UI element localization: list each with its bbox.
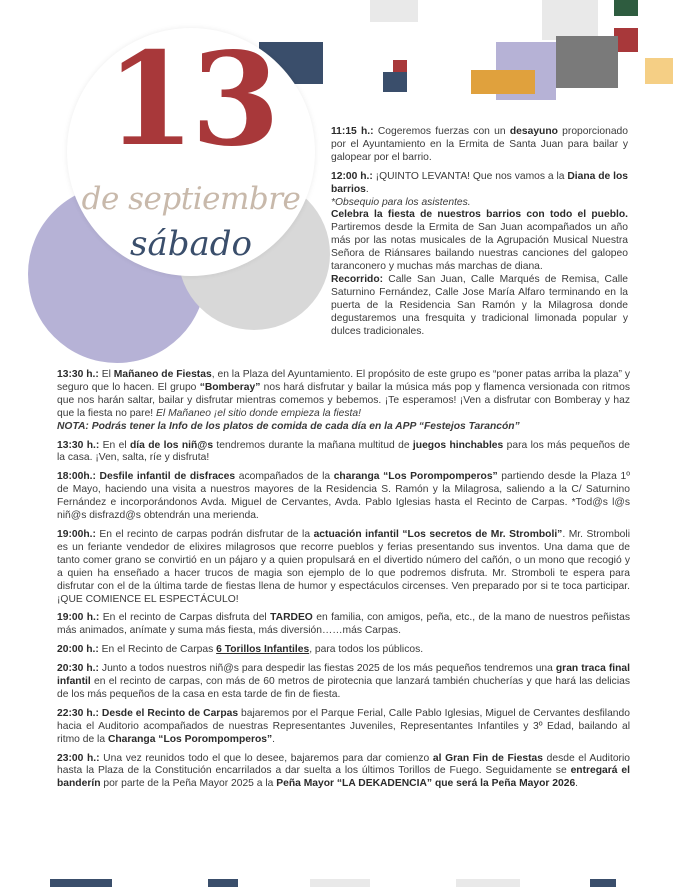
deco-square-yellow (645, 58, 673, 84)
deco-bar-light-grey (456, 879, 520, 887)
day-number: 13 (105, 25, 277, 175)
deco-square-green (614, 0, 638, 16)
event-1200: 12:00 h.: ¡QUINTO LEVANTA! Que nos vamos a la Diana de los barrios. *Obsequio para los asistentes. (331, 170, 628, 208)
event-1900-stromboli: 19:00h.: En el recinto de carpas podrán disfrutar de la actuación infantil “Los secretos de Mr. Stromboli”. Mr. Stromboli es un feriante vendedor de elixires milagrosos que recorre pueblos y ferias presentando sus inventos. Una dama que de tanto comer grano se convirtió en un pájaro y a quien propulsará en el divertido número del cañón, o un mono que recogió y a quien ha enseñado a hacer trucos de magia son ejemplo de lo que podremos disfruta. Mr. Stromboli te espera para disfrutar con el de la última tarde de fiestas llena de humor y espectáculos circenses. Ven preparado por si te toca participar. ¡QUE COMIENCE EL ESPECTÁCULO! (57, 528, 630, 605)
event-time: 13:30 h.: (57, 439, 100, 451)
deco-bar-navy (590, 879, 616, 887)
event-time: 12:00 h.: (331, 170, 373, 182)
deco-bar-light-grey (310, 879, 370, 887)
event-2000-torillos: 20:00 h.: En el Recinto de Carpas 6 Torillos Infantiles, para todos los públicos. (57, 644, 424, 656)
event-1115: 11:15 h.: Cogeremos fuerzas con un desayuno proporcionado por el Ayuntamiento en la Ermita de Santa Juan para bailar y galopear por el barrio. (331, 126, 628, 163)
event-time: 22:30 h.: (57, 707, 99, 719)
month-label: de septiembre (81, 181, 301, 217)
app-note: NOTA: Podrás tener la Info de los platos de comida de cada día en la APP “Festejos Tarancón” (57, 420, 520, 432)
deco-square-navy (383, 72, 407, 92)
event-1200-description: Celebra la fiesta de nuestros barrios con todo el pueblo. Partiremos desde la Ermita de San Juan acompañados un año más por las notas musicales de la Agrupación Musical Nuestra Señora de Riánsares bailando nuestras canciones del galopeo taranconero y muchas más marchas de diana. (331, 209, 628, 273)
event-2300-finale: 23:00 h.: Una vez reunidos todo el que lo desee, bajaremos para dar comienzo al Gran Fin de Fiestas desde el Auditorio hasta la Plaza de la Constitución encarrilados a dar suelta a los últimos Torillos de Fuego. Seguidamente se entregará el banderín por parte de la Peña Mayor 2025 a la Peña Mayor “LA DEKADENCIA” que será la Peña Mayor 2026. (57, 752, 631, 790)
event-time: 23:00 h.: (57, 752, 100, 764)
date-badge (67, 25, 315, 276)
afternoon-events (57, 369, 630, 797)
event-time: 13:30 h.: (57, 369, 99, 380)
event-1330-kids-day: 13:30 h.: En el día de los niñ@s tendremos durante la mañana multitud de juegos hinchables para los más pequeños de la casa. ¡Ven, salta, ríe y disfruta! (57, 439, 630, 464)
event-2030-traca: 20:30 h.: Junto a todos nuestros niñ@s para despedir las fiestas 2025 de los más pequeños tendremos una gran traca final infantil en el recinto de carpas, con más de 60 metros de pirotecnia que lanzará también chucherías y que hará las delicias de los más pequeños de la casa en esta tarde de fin de fiesta. (57, 663, 630, 700)
gift-note: *Obsequio para los asistentes. (331, 196, 471, 208)
event-time: 20:00 h.: (57, 644, 99, 656)
deco-square-dark-grey (556, 36, 618, 88)
deco-square-light-grey (542, 0, 598, 40)
deco-square-light-grey (370, 0, 418, 22)
deco-bar-navy (50, 879, 112, 887)
event-time: 19:00h.: (57, 528, 96, 540)
deco-bar-navy (208, 879, 238, 887)
morning-events (331, 126, 628, 345)
event-1200-route: Recorrido: Calle San Juan, Calle Marqués de Remisa, Calle Saturnino Fernández, Calle Jose María Alfaro terminando en la puerta de la Residencia San Ramón y la Milagrosa donde degustaremos una fresquita y tradicional limonada popular y dulces tradicionales. (331, 273, 628, 337)
event-time: 19:00 h.: (57, 612, 100, 624)
deco-square-orange (471, 70, 535, 94)
event-2230-parade: 22:30 h.: Desde el Recinto de Carpas bajaremos por el Parque Ferial, Calle Pablo Iglesias, Miguel de Cervantes desfilando hacia el Auditorio acompañados de nuestras Representantes Juveniles, Representantes Infantiles y 3º Edad, bailando al ritmo de la Charanga “Los Porompomperos”. (57, 707, 630, 745)
event-time: 11:15 h.: (331, 126, 374, 137)
event-time: 18:00h.: (57, 471, 96, 483)
event-1800-costume-parade: 18:00h.: Desfile infantil de disfraces acompañados de la charanga “Los Porompomperos” partiendo desde la Plaza 1º de Mayo, haciendo una visita a nuestros mayores de la Residencia S. Ramón y la Milagrosa, saliendo a la C/ Saturnino Fernández e incorporándonos Avda. Miguel de Cervantes, Avda. Pablo Iglesias hasta el Recinto de Carpas. *Tod@s l@s niñ@s disfrazd@s obtendrán una merienda. (57, 471, 630, 522)
event-1900-tardeo: 19:00 h.: En el recinto de Carpas disfruta del TARDEO en familia, con amigos, peña, etc., de la mano de nuestros peñistas más animados, anímate y suma más fiesta, más diversión……más Carpas. (57, 612, 630, 637)
event-time: 20:30 h.: (57, 663, 99, 675)
event-1330-manaaneo: 13:30 h.: El Mañaneo de Fiestas, en la Plaza del Ayuntamiento. El propósito de este grupo es “poner patas arriba la plaza” y seguro que lo hacen. El grupo “Bomberay” nos hará disfrutar y bailar la música más pop y flamenca versionada con ritmos que nos harán saltar, bailar y disfrutar mientras comemos y bebemos. ¡Te esperamos! ¡Ven a disfrutar con Bomberay y haz que la fiesta no pare! El Mañaneo ¡el sitio donde empieza la fiesta! NOTA: Podrás tener la Info de los platos de comida de cada día en la APP “Festejos Tarancón” (57, 369, 630, 432)
weekday-label: sábado (130, 224, 252, 264)
